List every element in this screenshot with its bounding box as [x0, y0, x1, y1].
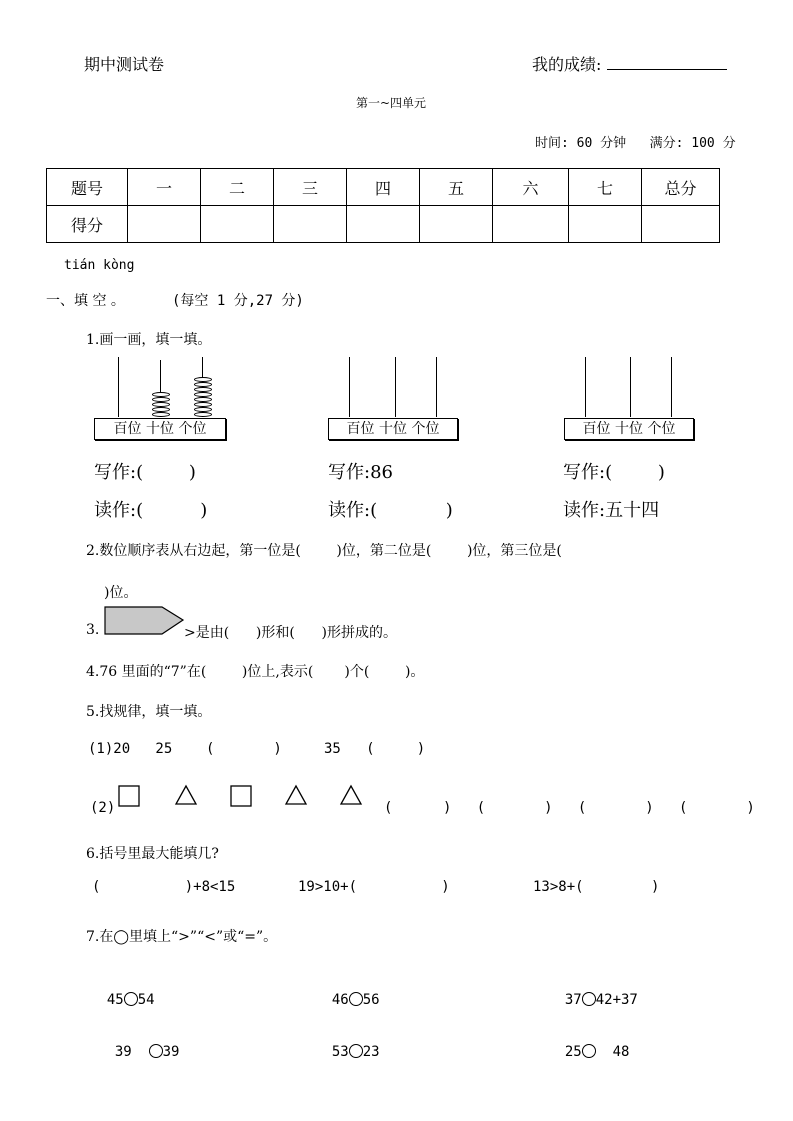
q6-item-b[interactable]: 19>10+( ) [298, 879, 450, 895]
compare-circle[interactable] [582, 992, 596, 1006]
table-header-cell: 一 [128, 169, 201, 206]
table-header-cell: 题号 [47, 169, 128, 206]
triangle-icon [286, 786, 306, 804]
q2-line1: 2.数位顺序表从右边起，第一位是( )位，第二位是( )位，第三位是( [86, 543, 562, 559]
compare-item[interactable] [315, 976, 380, 1008]
score-cell[interactable] [420, 206, 493, 243]
compare-item[interactable] [315, 1028, 380, 1060]
pentagon-arrow-figure [104, 606, 186, 636]
compare-item[interactable] [98, 1028, 179, 1060]
score-cell[interactable] [347, 206, 420, 243]
q2-line2: )位。 [104, 585, 138, 601]
score-cell[interactable] [569, 206, 642, 243]
section-title: 一、填 空 。 [46, 293, 125, 309]
unit-title: 第一~四单元 [356, 96, 427, 110]
compare-item[interactable] [90, 976, 155, 1008]
write-answer-3[interactable]: 写作:( ) [563, 462, 665, 483]
compare-circle[interactable] [349, 992, 363, 1006]
table-header-cell: 总分 [642, 169, 720, 206]
right-operand: 39 [162, 1044, 180, 1060]
compare-item[interactable] [548, 976, 638, 1008]
right-operand: 56 [362, 992, 380, 1008]
table-header-cell: 五 [420, 169, 493, 206]
q4-text: 4.76 里面的“7”在( )位上,表示( )个( )。 [86, 664, 425, 680]
score-cell[interactable] [642, 206, 720, 243]
q1-title: 1.画一画，填一填。 [86, 332, 212, 348]
score-cell[interactable] [274, 206, 347, 243]
read-answer-2[interactable]: 读作:( ) [328, 500, 453, 521]
triangle-icon [341, 786, 361, 804]
table-row [47, 206, 720, 243]
write-answer-2: 写作:86 [328, 462, 393, 483]
left-operand: 46 [331, 992, 349, 1008]
score-label: 我的成绩: [532, 55, 602, 74]
score-blank[interactable] [607, 54, 727, 70]
right-operand: 48 [595, 1044, 630, 1060]
left-operand: 53 [331, 1044, 349, 1060]
score-cell[interactable] [493, 206, 569, 243]
read-answer-3: 读作:五十四 [563, 500, 660, 521]
abacus-rod [349, 357, 350, 417]
exam-title: 期中测试卷 [84, 55, 165, 74]
square-icon [231, 786, 251, 806]
left-operand: 37 [564, 992, 582, 1008]
q3-text: >是由( )形和( )形拼成的。 [184, 625, 397, 641]
table-header-cell: 三 [274, 169, 347, 206]
abacus-base: 百位 十位 个位 [328, 418, 458, 440]
score-table [46, 168, 720, 243]
q6-item-c[interactable]: 13>8+( ) [533, 879, 660, 895]
left-operand: 25 [564, 1044, 582, 1060]
q7-title: 7.在◯里填上“>”“<”或“=”。 [86, 929, 278, 945]
compare-circle[interactable] [582, 1044, 596, 1058]
abacus-rod [671, 357, 672, 417]
right-operand: 54 [137, 992, 155, 1008]
triangle-icon [176, 786, 196, 804]
section-points: (每空 1 分,27 分) [172, 293, 304, 309]
right-operand: 23 [362, 1044, 380, 1060]
shape-sequence [116, 783, 376, 809]
table-header-cell: 二 [201, 169, 274, 206]
abacus-rod [630, 357, 631, 417]
row-label: 得分 [47, 206, 128, 243]
time-info: 时间: 60 分钟 满分: 100 分 [535, 136, 736, 151]
abacus-rod [395, 357, 396, 417]
abacus-rod [585, 357, 586, 417]
table-header-cell: 六 [493, 169, 569, 206]
score-cell[interactable] [201, 206, 274, 243]
left-operand: 39 [114, 1044, 149, 1060]
write-answer-1[interactable]: 写作:( ) [94, 462, 196, 483]
q6-title: 6.括号里最大能填几? [86, 846, 219, 862]
read-answer-1[interactable]: 读作:( ) [94, 500, 208, 521]
q5-row2-label: (2) [90, 800, 116, 816]
score-cell[interactable] [128, 206, 201, 243]
bead [194, 412, 212, 417]
compare-circle[interactable] [149, 1044, 163, 1058]
square-icon [119, 786, 139, 806]
table-header-cell: 四 [347, 169, 420, 206]
abacus-rod [118, 357, 119, 417]
abacus-base: 百位 十位 个位 [564, 418, 694, 440]
abacus-rod [436, 357, 437, 417]
compare-item[interactable] [548, 1028, 629, 1060]
compare-circle[interactable] [124, 992, 138, 1006]
compare-circle[interactable] [349, 1044, 363, 1058]
right-operand: 42+37 [595, 992, 638, 1008]
q5-row1: (1)20 25 ( ) 35 ( ) [88, 741, 426, 757]
q6-item-a[interactable]: ( )+8<15 [92, 879, 236, 895]
table-row [47, 169, 720, 206]
q3-number: 3. [86, 622, 100, 638]
q5-title: 5.找规律，填一填。 [86, 704, 212, 720]
bead [152, 412, 170, 417]
abacus-base: 百位 十位 个位 [94, 418, 226, 440]
q5-row2-blanks[interactable]: ( ) ( ) ( ) ( ) [384, 800, 755, 816]
pinyin: tián kòng [64, 258, 135, 273]
table-header-cell: 七 [569, 169, 642, 206]
left-operand: 45 [106, 992, 124, 1008]
